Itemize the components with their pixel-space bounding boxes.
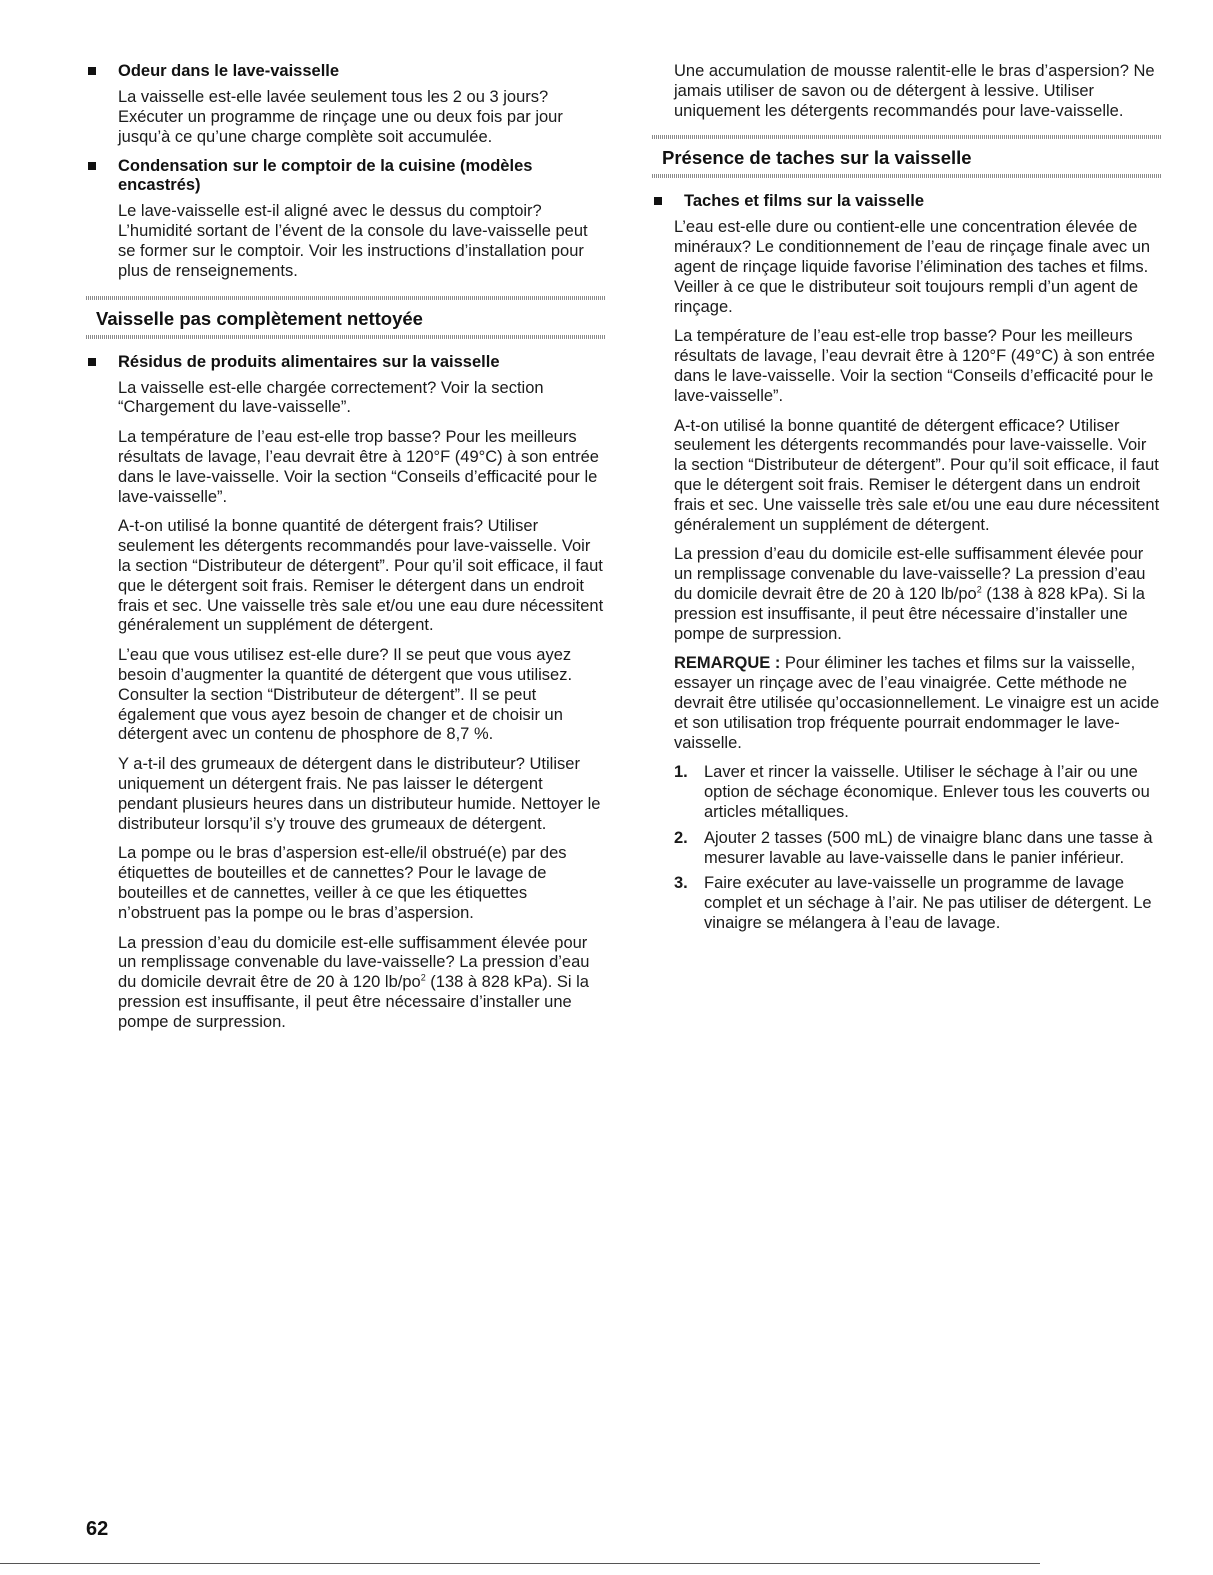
square-bullet-icon [88,162,96,170]
section-title-vaisselle-pas-nettoyee: Vaisselle pas complètement nettoyée [86,296,606,339]
bullet-heading-taches [652,192,1162,211]
superscript: 2 [420,972,426,983]
step-number: 3. [674,874,688,893]
bullet-heading-text: Taches et films sur la vaisselle [684,192,924,211]
paragraph-pressure [118,934,606,1033]
right-column [652,62,1162,940]
bullet-heading-condensation [86,157,606,195]
paragraph: La vaisselle est-elle lavée seulement tous les 2 ou 3 jours? Exécuter un programme de rinçage une ou deux fois par jour jusqu’à ce qu’une charge complète soit accumulée. [118,88,563,146]
bullet-heading-text: Condensation sur le comptoir de la cuisine (modèles encastrés) [118,157,533,195]
step-text: Faire exécuter au lave-vaisselle un programme de lavage complet et un séchage à l’air. Ne pas utiliser de détergent. Le vinaigre se mélangera à l’eau de lavage. [704,874,1152,932]
paragraph: La pompe ou le bras d’aspersion est-elle/il obstrué(e) par des étiquettes de bouteilles et de cannettes? Pour le lavage de bouteilles et de cannettes, veiller à ce que les étiquettes n’obstruent pas la pompe ou le bras d’aspersion. [118,844,567,922]
square-bullet-icon [654,197,662,205]
step-number: 1. [674,763,688,782]
superscript: 2 [976,584,982,595]
square-bullet-icon [88,67,96,75]
text-fragment: (138 à 828 kPa). Si la pression est insuffisante, il peut être nécessaire d’installer une pompe de surpression. [674,584,1145,643]
text-fragment: La pression d’eau du domicile est-elle suffisamment élevée pour un remplissage convenable du lave-vaisselle? La pression d’eau du domicile devrait être de 20 à 120 lb/po [674,545,1146,603]
paragraph: Le lave-vaisselle est-il aligné avec le dessus du comptoir? L’humidité sortant de l’évent de la console du lave-vaisselle peut se former sur le comptoir. Voir les instructions d’installation pour plus de renseignements. [118,202,588,280]
bullet-heading-odeur [86,62,606,81]
step-text: Ajouter 2 tasses (500 mL) de vinaigre blanc dans une tasse à mesurer lavable au lave-vaisselle dans le panier inférieur. [704,828,1153,867]
paragraph: Une accumulation de mousse ralentit-elle le bras d’aspersion? Ne jamais utiliser de savon ou de détergent à lessive. Utiliser uniquement les détergents recommandés pour lave-vaisselle. [674,62,1155,120]
section-title-presence-taches: Présence de taches sur la vaisselle [652,135,1162,178]
page-number: 62 [86,1518,109,1540]
note-label: REMARQUE : [674,654,781,673]
bottom-rule [0,1563,1040,1564]
paragraph: La température de l’eau est-elle trop basse? Pour les meilleurs résultats de lavage, l’eau devrait être à 120°F (49°C) à son entrée dans le lave-vaisselle. Voir la section “Conseils d’efficacité pour le lave-vaisselle”. [118,428,599,506]
note-text: Pour éliminer les taches et films sur la vaisselle, essayer un rinçage avec de l’eau vinaigrée. Cette méthode ne devrait être utilisée qu’occasionnellement. Le vinaigre est un acide et son utilisation trop fréquente pourrait endommager le lave-vaisselle. [674,654,1160,752]
text-fragment: La pression d’eau du domicile est-elle suffisamment élevée pour un remplissage convenable du lave-vaisselle? La pression d’eau du domicile devrait être de 20 à 120 lb/po [118,933,590,992]
paragraph: A-t-on utilisé la bonne quantité de détergent frais? Utiliser seulement les détergents recommandés pour lave-vaisselle. Voir la section “Distributeur de détergent”. Pour qu’il soit efficace, il faut que le détergent soit frais. Remiser le détergent dans un endroit frais et sec. Une vaisselle très sale et/ou une eau dure nécessitent généralement un supplément de détergent. [118,517,604,635]
text-fragment: (138 à 828 kPa). Si la pression est insuffisante, il peut être nécessaire d’installer une pompe de surpression. [118,973,589,1031]
paragraph: A-t-on utilisé la bonne quantité de détergent efficace? Utiliser seulement les détergents recommandés pour lave-vaisselle. Voir la section “Distributeur de détergent”. Pour qu’il soit efficace, il faut que le détergent soit frais. Remiser le détergent dans un endroit frais et sec. Une vaisselle très sale et/ou une eau dure nécessitent généralement un supplément de détergent. [674,416,1160,534]
paragraph-pressure [674,545,1162,644]
numbered-step [674,763,1162,822]
bullet-heading-residus [86,353,606,372]
square-bullet-icon [88,358,96,366]
paragraph: L’eau est-elle dure ou contient-elle une concentration élevée de minéraux? Le conditionnement de l’eau de rinçage finale avec un agent de rinçage liquide favorise l’élimination des taches et films. Veiller à ce que le distributeur soit toujours rempli d’un agent de rinçage. [674,218,1151,316]
paragraph: La vaisselle est-elle chargée correctement? Voir la section “Chargement du lave-vaisselle”. [118,378,544,417]
paragraph: L’eau que vous utilisez est-elle dure? Il se peut que vous ayez besoin d’augmenter la quantité de détergent que vous utilisez. Consulter la section “Distributeur de détergent”. Il se peut également que vous ayez besoin de changer et de choisir un détergent avec un contenu de phosphore de 8,7 %. [118,646,573,744]
numbered-step [674,874,1162,933]
step-text: Laver et rincer la vaisselle. Utiliser le séchage à l’air ou une option de séchage économique. Enlever tous les couverts ou articles métalliques. [704,763,1150,821]
paragraph: Y a-t-il des grumeaux de détergent dans le distributeur? Utiliser uniquement un détergent frais. Ne pas laisser le détergent pendant plusieurs heures dans un distributeur humide. Nettoyer le distributeur lorsqu’il s’y trouve des grumeaux de détergent. [118,755,601,833]
note-paragraph [674,654,1162,753]
left-column [86,62,606,1042]
numbered-step [674,829,1162,869]
bullet-heading-text: Odeur dans le lave-vaisselle [118,62,340,80]
bullet-heading-text: Résidus de produits alimentaires sur la vaisselle [118,352,500,371]
step-number: 2. [674,828,688,847]
paragraph: La température de l’eau est-elle trop basse? Pour les meilleurs résultats de lavage, l’eau devrait être à 120°F (49°C) à son entrée dans le lave-vaisselle. Voir la section “Conseils d’efficacité pour le lave-vaisselle”. [674,327,1155,405]
